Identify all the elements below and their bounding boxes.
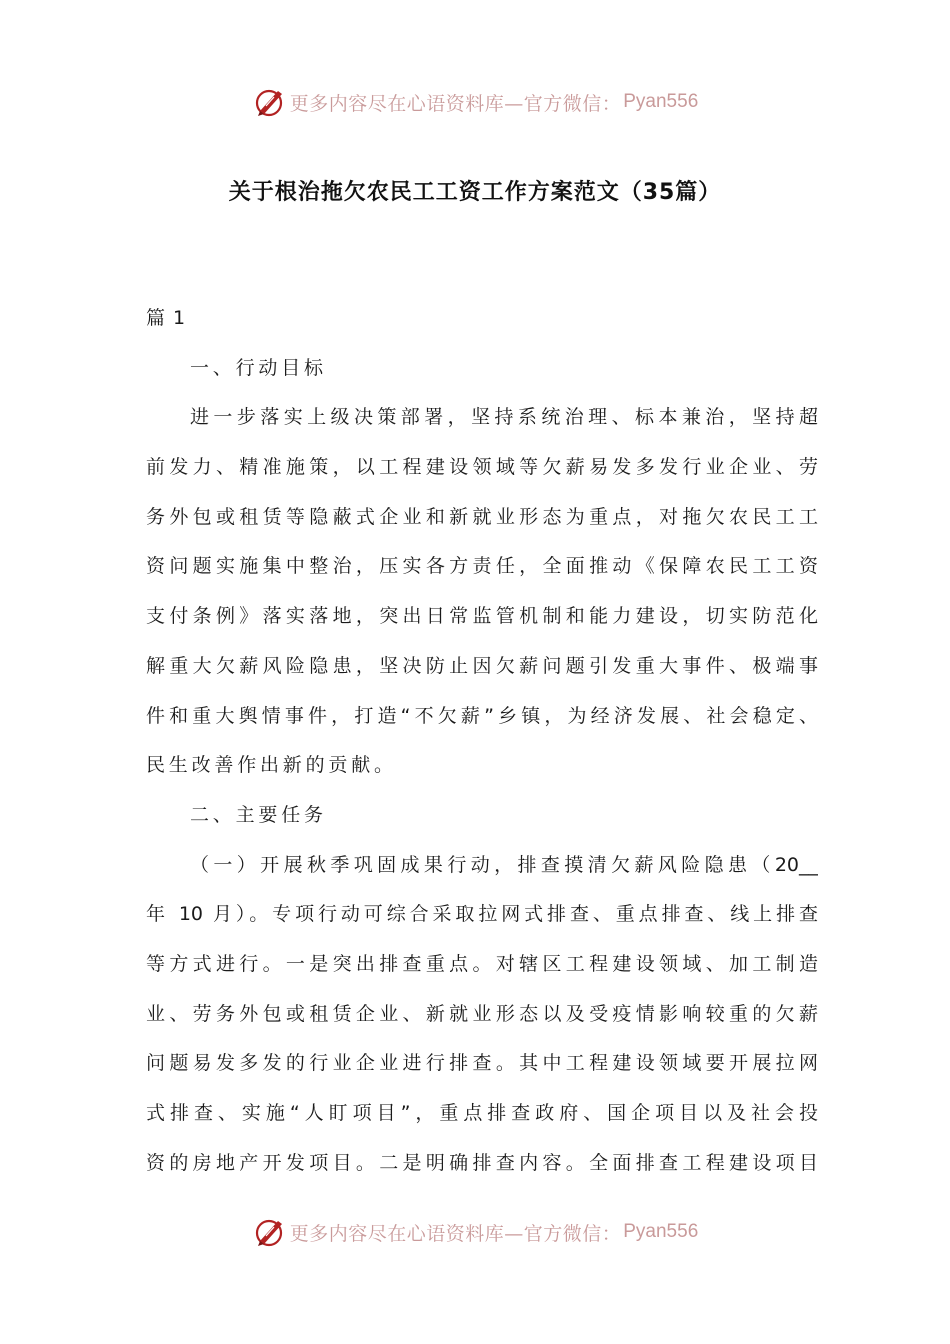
watermark-site-text: 更多内容尽在心语资料库—官方微信： bbox=[289, 92, 622, 115]
pen-logo-icon bbox=[252, 1214, 288, 1250]
body-line: 前发力、精准施策，以工程建设领域等欠薪易发多发行业企业、劳 bbox=[146, 456, 818, 479]
section-marker: 篇 1 bbox=[146, 307, 187, 329]
watermark-wechat-id: Pyan556 bbox=[623, 1221, 699, 1242]
body-line: 业、劳务外包或租赁企业、新就业形态以及受疫情影响较重的欠薪 bbox=[146, 1002, 818, 1025]
body-line: 问题易发多发的行业企业进行排查。其中工程建设领域要开展拉网 bbox=[146, 1052, 818, 1075]
body-line: 年 10 月）。专项行动可综合采取拉网式排查、重点排查、线上排查 bbox=[146, 903, 818, 926]
body-line: 式排查、实施“人盯项目”，重点排查政府、国企项目以及社会投 bbox=[146, 1102, 818, 1124]
body-line: 一、行动目标 bbox=[190, 356, 327, 379]
pen-logo-icon bbox=[252, 84, 288, 120]
body-line: 资的房地产开发项目。二是明确排查内容。全面排查工程建设项目 bbox=[146, 1151, 818, 1174]
watermark-wechat-id: Pyan556 bbox=[623, 91, 699, 112]
document-body bbox=[146, 294, 818, 1188]
body-line: 务外包或租赁等隐蔽式企业和新就业形态为重点，对拖欠农民工工 bbox=[146, 505, 818, 528]
body-line: 资问题实施集中整治，压实各方责任，全面推动《保障农民工工资 bbox=[146, 555, 818, 578]
body-line: 支付条例》落实落地，突出日常监管机制和能力建设，切实防范化 bbox=[146, 605, 818, 628]
watermark-banner-bottom bbox=[0, 1210, 950, 1254]
body-line: 进一步落实上级决策部署，坚持系统治理、标本兼治，坚持超 bbox=[190, 406, 818, 429]
body-line: 二、主要任务 bbox=[190, 803, 327, 826]
watermark-site-text: 更多内容尽在心语资料库—官方微信： bbox=[289, 1222, 622, 1245]
body-line: 解重大欠薪风险隐患，坚决防止因欠薪问题引发重大事件、极端事 bbox=[146, 654, 818, 677]
document-title: 关于根治拖欠农民工工资工作方案范文（35篇） bbox=[228, 180, 722, 205]
body-line: 件和重大舆情事件，打造“不欠薪”乡镇，为经济发展、社会稳定、 bbox=[146, 704, 818, 727]
body-line: （一）开展秋季巩固成果行动，排查摸清欠薪风险隐患（20__ bbox=[190, 853, 818, 876]
watermark-banner-top bbox=[0, 80, 950, 124]
body-line: 等方式进行。一是突出排查重点。对辖区工程建设领域、加工制造 bbox=[146, 952, 818, 975]
body-line: 民生改善作出新的贡献。 bbox=[146, 754, 397, 777]
